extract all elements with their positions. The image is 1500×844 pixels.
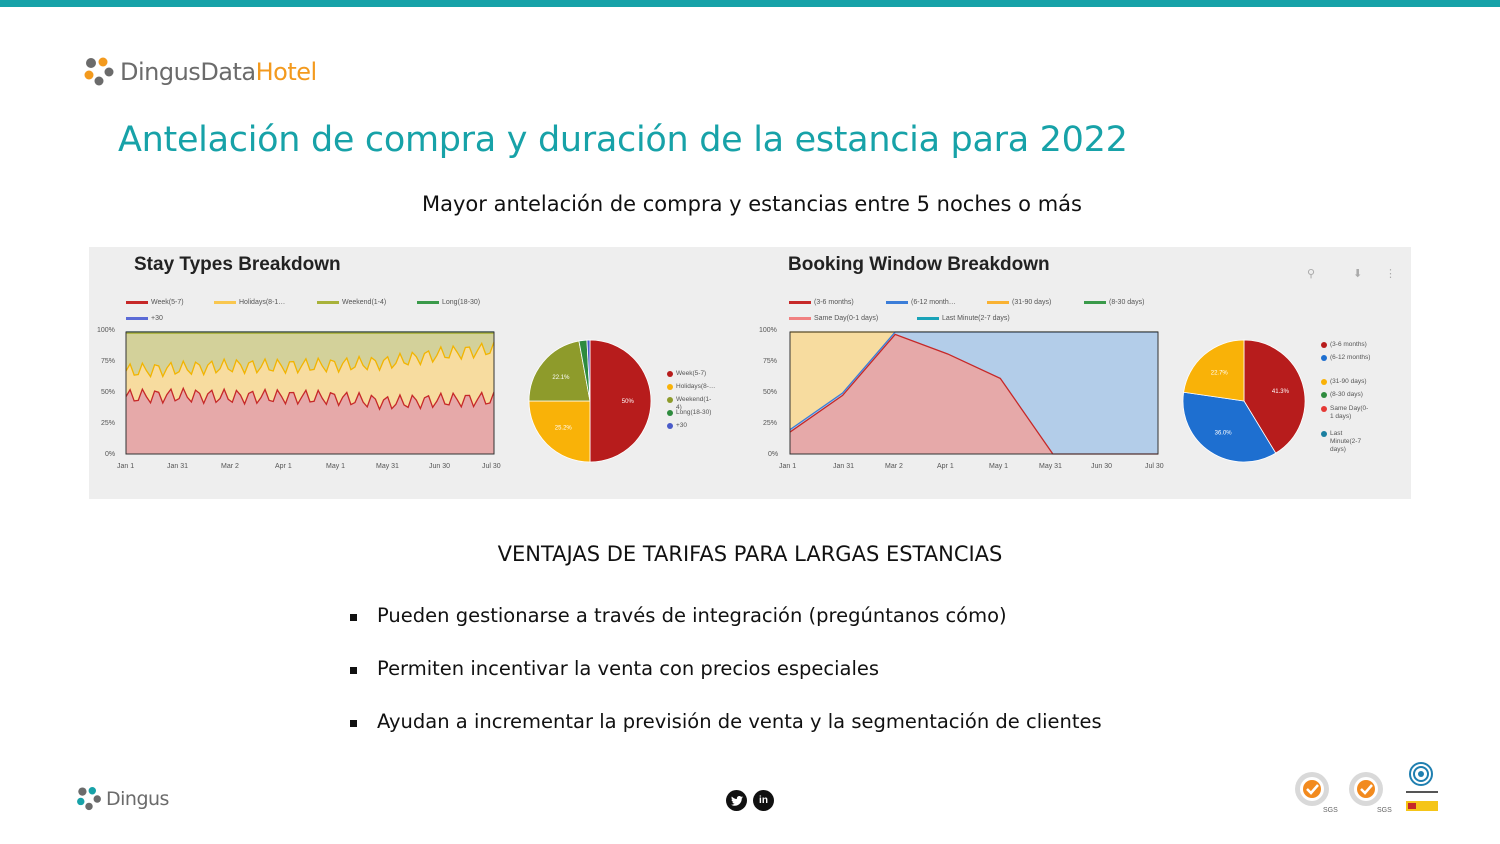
download-icon[interactable]: ⬇ [1353, 267, 1363, 280]
footer-brand-name: Dingus [106, 788, 169, 810]
pin-icon[interactable]: ⚲ [1307, 267, 1316, 280]
bullet-text: Ayudan a incrementar la previsión de venta y la segmentación de clientes [377, 710, 1102, 733]
x-tick: Jun 30 [429, 463, 451, 470]
pie-label: 25.2% [554, 425, 572, 432]
bullet-marker [350, 614, 357, 621]
x-tick: May 31 [376, 463, 399, 470]
bullet-marker [350, 667, 357, 674]
legend-item: +30 [126, 315, 163, 322]
y-tick: 75% [101, 358, 116, 365]
left-chart-title: Stay Types Breakdown [134, 254, 341, 275]
pie-slice-week-5-7 [590, 340, 651, 462]
legend-item: Week(5-7) [126, 299, 184, 306]
pie-legend-item: Same Day(0-1 days) [1321, 405, 1371, 421]
sgs-cert-icon [1344, 770, 1390, 814]
page-subtitle [0, 192, 1500, 216]
legend-item: (31-90 days) [987, 299, 1051, 306]
svg-text:SGS: SGS [1323, 807, 1338, 814]
x-tick: May 1 [989, 463, 1009, 470]
booking-window-area-chart [788, 330, 1160, 456]
legend-item: Last Minute(2-7 days) [917, 315, 1010, 322]
pie-legend-item: Holidays(8-… [667, 383, 717, 391]
linkedin-icon[interactable]: in [753, 790, 774, 811]
brand-name [120, 58, 317, 86]
pie-label: 41.3% [1271, 388, 1289, 395]
x-tick: Jun 30 [1091, 463, 1113, 470]
ministry-badge-icon [1402, 760, 1442, 812]
pie-legend-item: Last Minute(2-7 days) [1321, 430, 1371, 454]
benefits-list [350, 604, 1170, 763]
x-tick: May 1 [326, 463, 346, 470]
dingus-logo-icon [75, 785, 103, 813]
y-tick: 50% [101, 389, 116, 396]
x-tick: Jan 31 [167, 463, 189, 470]
legend-item: Same Day(0-1 days) [789, 315, 878, 322]
dingus-logo-icon [82, 55, 116, 89]
pie-legend-item: (3-6 months) [1321, 341, 1371, 349]
legend-item: Long(18-30) [417, 299, 480, 306]
pie-legend-item: (31-90 days) [1321, 378, 1371, 386]
sgs-cert-icon [1290, 770, 1336, 814]
list-item [350, 710, 1170, 763]
svg-text:SGS: SGS [1377, 807, 1392, 814]
y-tick: 50% [763, 389, 778, 396]
legend-item: (8-30 days) [1084, 299, 1144, 306]
brand-part-dingus: Dingus [120, 58, 201, 86]
legend-item: (6-12 month… [886, 299, 956, 306]
twitter-icon[interactable] [726, 790, 747, 811]
x-tick: Jan 1 [779, 463, 797, 470]
bullet-marker [350, 720, 357, 727]
list-item [350, 657, 1170, 710]
x-tick: Jul 30 [482, 463, 501, 470]
brand-part-hotel: Hotel [255, 58, 317, 86]
x-tick: Mar 2 [885, 463, 903, 470]
y-tick: 0% [105, 451, 116, 458]
stay-types-area-chart [124, 330, 496, 456]
footer-logo [75, 785, 169, 813]
pie-label: 22.7% [1210, 370, 1228, 377]
legend-item: (3-6 months) [789, 299, 854, 306]
pie-legend-item: (6-12 months) [1321, 354, 1371, 362]
more-icon[interactable]: ⋮ [1385, 267, 1396, 280]
x-tick: Apr 1 [937, 463, 954, 470]
x-tick: Apr 1 [275, 463, 292, 470]
dashboard-panel [89, 247, 1411, 499]
x-tick: Mar 2 [221, 463, 239, 470]
brand-logo [82, 55, 317, 89]
pie-legend-item: Weekend(1-4) [667, 396, 717, 412]
brand-part-data: Data [200, 58, 256, 86]
pie-label: 36.0% [1214, 430, 1232, 437]
pie-legend-item: (8-30 days) [1321, 391, 1371, 399]
pie-legend-item: +30 [667, 422, 717, 430]
page-title: Antelación de compra y duración de la estancia para 2022 [118, 120, 1128, 160]
x-tick: Jan 31 [833, 463, 855, 470]
y-tick: 100% [759, 327, 777, 334]
legend-item: Weekend(1-4) [317, 299, 386, 306]
x-tick: May 31 [1039, 463, 1062, 470]
top-accent-bar [0, 0, 1500, 7]
subtitle-text: Mayor antelación de compra y estancias entre 5 noches o más [422, 192, 1082, 216]
pie-legend-item: Week(5-7) [667, 370, 717, 378]
pie-label: 22.1% [552, 374, 570, 381]
legend-item: Holidays(8-1… [214, 299, 285, 306]
booking-window-pie-chart [1181, 338, 1307, 464]
list-item [350, 604, 1170, 657]
y-tick: 75% [763, 358, 778, 365]
x-tick: Jan 1 [117, 463, 135, 470]
x-tick: Jul 30 [1145, 463, 1164, 470]
y-tick: 100% [97, 327, 115, 334]
bullet-text: Pueden gestionarse a través de integración (pregúntanos cómo) [377, 604, 1007, 627]
bullet-text: Permiten incentivar la venta con precios especiales [377, 657, 880, 680]
y-tick: 25% [101, 420, 116, 427]
y-tick: 0% [768, 451, 779, 458]
section-heading: VENTAJAS DE TARIFAS PARA LARGAS ESTANCIAS [497, 542, 1003, 566]
right-chart-title: Booking Window Breakdown [788, 254, 1050, 275]
stay-types-pie-chart [527, 338, 653, 464]
pie-legend-item: Long(18-30) [667, 409, 717, 417]
y-tick: 25% [763, 420, 778, 427]
pie-label: 50% [621, 399, 634, 405]
